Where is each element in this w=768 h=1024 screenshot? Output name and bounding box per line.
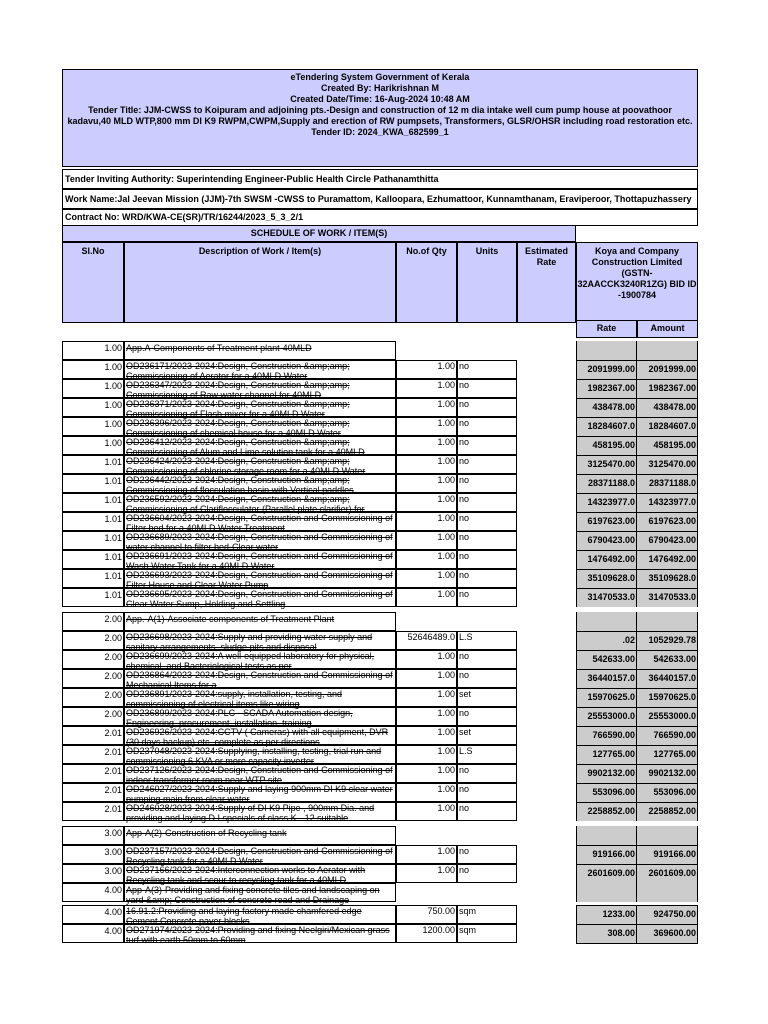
row-description: OD236371/2023-2024:Design, Construction &amp;amp; Commissioning of Flash mixer for a 40MLD Water — [124, 398, 396, 417]
row-description: OD237157/2023-2024:Design, Construction and Commissioning of Recycling tank for a 40MLD Water — [124, 845, 396, 864]
row-amount — [637, 341, 698, 360]
row-slno: 2.01 — [62, 745, 124, 764]
row-description: OD236424/2023-2024:Design, Construction &amp;amp; Commissioning of chlorine storage room for a 40MLD Water — [124, 455, 396, 474]
row-slno: 4.00 — [62, 905, 124, 924]
row-qty: 1.00 — [396, 550, 457, 569]
row-description: OD237126/2023-2024:Design, Construction and Commissioning of indoor transformer room near WTP site — [124, 764, 396, 783]
row-unit: no — [457, 764, 517, 783]
row-amount: 3125470.00 — [637, 455, 698, 474]
row-description: OD236691/2023-2024:Design, Construction and Commissioning of Wash Water Tank for a 40MLD Water — [124, 550, 396, 569]
row-description: OD236442/2023-2024:Design, Construction &amp;amp; Commissioning of flocculation basin with Vertical paddles — [124, 474, 396, 493]
tender-authority: Tender Inviting Authority: Superintending Engineer-Public Health Circle Pathanamthitta — [62, 169, 698, 189]
row-slno: 2.01 — [62, 726, 124, 745]
row-qty: 1.00 — [396, 436, 457, 455]
row-amount: 924750.00 — [637, 905, 698, 924]
row-unit: no — [457, 588, 517, 607]
row-rate — [576, 612, 637, 631]
row-unit: no — [457, 417, 517, 436]
row-unit: no — [457, 669, 517, 688]
row-amount: 2601609.00 — [637, 864, 698, 883]
row-description: OD246028/2023-2024:Supply of DI K9 Pipe , 900mm Dia. and providing and laying D.I specials of class K - 12 suitable — [124, 802, 396, 821]
col-header-units: Units — [457, 242, 517, 323]
row-slno: 2.01 — [62, 802, 124, 821]
tender-header — [62, 69, 698, 167]
row-rate: 35109628.0 — [576, 569, 637, 588]
row-description: OD271974/2023-2024:Providing and fixing Neelgiri/Mexican grass turf with earth 50mm to 60mm — [124, 924, 396, 943]
row-qty: 1.00 — [396, 669, 457, 688]
row-unit: no — [457, 474, 517, 493]
row-amount: 14323977.0 — [637, 493, 698, 512]
col-header-qty: No.of Qty — [396, 242, 457, 323]
row-amount: 1052929.78 — [637, 631, 698, 650]
col-header-slno: Sl.No — [62, 242, 124, 323]
row-description: OD236698/2023-2024:Supply and providing water supply and sanitary arrangements, sludge pits and disposal — [124, 631, 396, 650]
contract-no: Contract No: WRD/KWA-CE(SR)/TR/16244/2023_5_3_2/1 — [62, 209, 698, 226]
row-rate: 127765.00 — [576, 745, 637, 764]
row-amount: 2258852.00 — [637, 802, 698, 821]
table-bottom-border — [576, 943, 698, 944]
row-slno: 2.00 — [62, 669, 124, 688]
row-slno: 1.00 — [62, 341, 124, 360]
row-description: OD246027/2023-2024:Supply and laying 900mm DI K9 clear water pumping main from clear water — [124, 783, 396, 802]
group-heading: App.-A(1)-Associate components of Treatment Plant — [124, 612, 396, 631]
row-slno: 4.00 — [62, 883, 124, 902]
row-qty: 1.00 — [396, 360, 457, 379]
row-qty: 1.00 — [396, 783, 457, 802]
row-unit: no — [457, 550, 517, 569]
row-rate — [576, 341, 637, 360]
row-description: OD236891/2023-2024:supply, installation, testing, and commissioning of electrical items like wiring — [124, 688, 396, 707]
row-unit: no — [457, 650, 517, 669]
row-amount: 9902132.00 — [637, 764, 698, 783]
row-description: OD236864/2023-2024:Design, Construction and Commissioning of Mechanical Items for a — [124, 669, 396, 688]
row-slno: 4.00 — [62, 924, 124, 943]
row-amount — [637, 883, 698, 902]
group-heading: App-A(3)-Providing and fixing concrete tiles and landscaping on yard &amp; Construction of concrete road and Drainage — [124, 883, 396, 902]
row-rate: 919166.00 — [576, 845, 637, 864]
row-description: OD236171/2023-2024:Design, Construction &amp;amp; Commissioning of Aerator for a 40MLD Water — [124, 360, 396, 379]
header-line-3: Created Date/Time: 16-Aug-2024 10:48 AM — [290, 94, 470, 104]
row-qty: 750.00 — [396, 905, 457, 924]
row-amount: 35109628.0 — [637, 569, 698, 588]
row-description: OD236396/2023-2024:Design, Construction &amp;amp; Commissioning of chemical house for a 40MLD Water — [124, 417, 396, 436]
row-rate: 25553000.0 — [576, 707, 637, 726]
row-slno: 1.01 — [62, 512, 124, 531]
row-slno: 2.00 — [62, 612, 124, 631]
row-rate: 2091999.00 — [576, 360, 637, 379]
row-amount: 28371188.0 — [637, 474, 698, 493]
row-unit: no — [457, 845, 517, 864]
row-unit: no — [457, 802, 517, 821]
row-slno: 1.01 — [62, 455, 124, 474]
row-description: OD236926/2023-2024:CCTV ( Cameras) with all equipment, DVR (30 days backup) etc. complete as per directions — [124, 726, 396, 745]
row-qty: 1.00 — [396, 764, 457, 783]
row-description: OD236689/2023-2024:Design, Construction and Commissioning of water channel to filter bed-Clear water — [124, 531, 396, 550]
col-header-bidder: Koya and Company Construction Limited (GSTN-32AACCK3240R1ZG) BID ID -1900784 — [576, 242, 698, 323]
row-slno: 1.01 — [62, 493, 124, 512]
row-amount: 369600.00 — [637, 924, 698, 943]
row-qty: 1.00 — [396, 802, 457, 821]
row-slno: 1.00 — [62, 398, 124, 417]
row-qty: 1.00 — [396, 650, 457, 669]
header-line-1: eTendering System Government of Kerala — [290, 72, 470, 82]
row-rate: 553096.00 — [576, 783, 637, 802]
row-amount: 1982367.00 — [637, 379, 698, 398]
group-heading: App.A-Components of Treatment plant-40MLD — [124, 341, 396, 360]
header-line-2: Created By: Harikrishnan M — [320, 83, 440, 93]
row-rate: 14323977.0 — [576, 493, 637, 512]
row-qty: 1.00 — [396, 493, 457, 512]
row-unit: set — [457, 688, 517, 707]
row-slno: 1.01 — [62, 550, 124, 569]
row-amount: 6790423.00 — [637, 531, 698, 550]
row-description: OD236693/2023-2024:Design, Construction and Commissioning of Filter House and Clear Water Pump — [124, 569, 396, 588]
row-rate: 458195.00 — [576, 436, 637, 455]
row-qty: 1.00 — [396, 707, 457, 726]
row-description: OD236347/2023-2024:Design, Construction &amp;amp; Commissioning of Raw water channel for 40MLD — [124, 379, 396, 398]
row-amount: 458195.00 — [637, 436, 698, 455]
row-slno: 1.01 — [62, 588, 124, 607]
row-amount: 15970625.0 — [637, 688, 698, 707]
row-rate: 1233.00 — [576, 905, 637, 924]
row-amount: 553096.00 — [637, 783, 698, 802]
row-slno: 3.00 — [62, 845, 124, 864]
row-rate: 1476492.00 — [576, 550, 637, 569]
row-amount: 31470533.0 — [637, 588, 698, 607]
row-unit: sqm — [457, 905, 517, 924]
row-qty: 1.00 — [396, 455, 457, 474]
row-unit: no — [457, 398, 517, 417]
row-slno: 1.01 — [62, 474, 124, 493]
row-slno: 3.00 — [62, 864, 124, 883]
row-rate: 36440157.0 — [576, 669, 637, 688]
row-unit: no — [457, 707, 517, 726]
row-rate: 31470533.0 — [576, 588, 637, 607]
row-rate — [576, 826, 637, 845]
row-qty: 1.00 — [396, 531, 457, 550]
row-unit: no — [457, 783, 517, 802]
col-header-description: Description of Work / Item(s) — [124, 242, 396, 323]
row-rate: 1982367.00 — [576, 379, 637, 398]
row-qty: 1.00 — [396, 588, 457, 607]
row-amount — [637, 612, 698, 631]
work-name: Work Name:Jal Jeevan Mission (JJM)-7th SWSM -CWSS to Puramattom, Kalloopara, Ezhumattoor, Kunnamthanam, Eraviperoor, Thottapuzhassery — [62, 189, 698, 209]
row-amount: 6197623.00 — [637, 512, 698, 531]
row-rate: 28371188.0 — [576, 474, 637, 493]
row-rate: 3125470.00 — [576, 455, 637, 474]
row-rate: 438478.00 — [576, 398, 637, 417]
row-description: OD236592/2023-2024:Design, Construction &amp;amp; Commissioning of Clariflocculator (Parallel plate clarifier) for — [124, 493, 396, 512]
row-amount: 25553000.0 — [637, 707, 698, 726]
row-qty: 1.00 — [396, 417, 457, 436]
row-qty: 1200.00 — [396, 924, 457, 943]
row-qty: 1.00 — [396, 398, 457, 417]
tender-title: Tender Title: JJM-CWSS to Koipuram and adjoining pts.-Design and construction of 12 m dia intake well cum pump house at poovathoor kadavu,40 MLD WTP,800 mm DI K9 RWPM,CWPM,Supply and erection of RW pumpsets, Transformers, GLSR/OHSR including road restoration etc. — [67, 105, 693, 126]
row-description: OD237166/2023-2024:Interconnection works to Aerator with Recycling tank and scour to recycling tank for a 40MLD — [124, 864, 396, 883]
row-slno: 1.00 — [62, 360, 124, 379]
row-amount — [637, 826, 698, 845]
group-heading: App-A(2)-Construction of Recycling tank — [124, 826, 396, 845]
row-slno: 1.01 — [62, 531, 124, 550]
row-qty: 1.00 — [396, 569, 457, 588]
row-rate: .02 — [576, 631, 637, 650]
row-amount: 1476492.00 — [637, 550, 698, 569]
row-amount: 18284607.0 — [637, 417, 698, 436]
row-rate: 6790423.00 — [576, 531, 637, 550]
row-unit: no — [457, 569, 517, 588]
row-rate — [576, 883, 637, 902]
row-amount: 36440157.0 — [637, 669, 698, 688]
row-unit: L.S — [457, 745, 517, 764]
row-slno: 1.01 — [62, 569, 124, 588]
row-amount: 766590.00 — [637, 726, 698, 745]
row-slno: 2.00 — [62, 688, 124, 707]
col-header-rate: Rate — [576, 320, 637, 338]
row-rate: 18284607.0 — [576, 417, 637, 436]
row-qty: 1.00 — [396, 864, 457, 883]
row-description: OD236899/2023-2024:PLC - SCADA Automation design, Engineering, procurement, installation, training — [124, 707, 396, 726]
row-slno: 2.00 — [62, 707, 124, 726]
row-unit: sqm — [457, 924, 517, 943]
row-qty: 1.00 — [396, 726, 457, 745]
row-rate: 2258852.00 — [576, 802, 637, 821]
row-description: 16.91.2:Providing and laying factory made chamfered edge Cement Concrete paver blocks — [124, 905, 396, 924]
row-unit: L.S — [457, 631, 517, 650]
row-description: OD236699/2023-2024:A well-equipped laboratory for physical, chemical, and Bacteriological tests as per — [124, 650, 396, 669]
row-rate: 9902132.00 — [576, 764, 637, 783]
row-unit: no — [457, 512, 517, 531]
row-unit: no — [457, 864, 517, 883]
row-unit: no — [457, 531, 517, 550]
row-slno: 2.00 — [62, 650, 124, 669]
row-amount: 127765.00 — [637, 745, 698, 764]
row-rate: 308.00 — [576, 924, 637, 943]
row-slno: 3.00 — [62, 826, 124, 845]
row-unit: no — [457, 379, 517, 398]
row-amount: 438478.00 — [637, 398, 698, 417]
row-slno: 1.00 — [62, 436, 124, 455]
row-slno: 2.01 — [62, 764, 124, 783]
col-header-estimated-rate: Estimated Rate — [517, 242, 576, 323]
row-qty: 1.00 — [396, 474, 457, 493]
row-description: OD237048/2023-2024:Supplying, installing, testing, trial run and commissioning 6 KVA or more capacity inverter — [124, 745, 396, 764]
row-unit: no — [457, 436, 517, 455]
row-rate: 542633.00 — [576, 650, 637, 669]
row-qty: 52646489.0 — [396, 631, 457, 650]
col-header-amount: Amount — [637, 320, 698, 338]
row-amount: 542633.00 — [637, 650, 698, 669]
row-qty: 1.00 — [396, 379, 457, 398]
row-unit: no — [457, 455, 517, 474]
row-rate: 15970625.0 — [576, 688, 637, 707]
tender-id: Tender ID: 2024_KWA_682599_1 — [311, 127, 449, 137]
row-slno: 2.01 — [62, 783, 124, 802]
row-slno: 1.00 — [62, 417, 124, 436]
row-unit: no — [457, 360, 517, 379]
row-qty: 1.00 — [396, 512, 457, 531]
row-description: OD236604/2023-2024:Design, Construction and Commissioning of Filter bed for a 40MLD Water Treatment — [124, 512, 396, 531]
row-rate: 6197623.00 — [576, 512, 637, 531]
row-amount: 2091999.00 — [637, 360, 698, 379]
row-qty: 1.00 — [396, 845, 457, 864]
row-unit: set — [457, 726, 517, 745]
row-description: OD236695/2023-2024:Design, Construction and Commissioning of Clear Water Sump, Holding and Settling — [124, 588, 396, 607]
row-qty: 1.00 — [396, 745, 457, 764]
row-amount: 919166.00 — [637, 845, 698, 864]
row-rate: 766590.00 — [576, 726, 637, 745]
schedule-title: SCHEDULE OF WORK / ITEM(S) — [62, 225, 576, 242]
row-description: OD236412/2023-2024:Design, Construction &amp;amp; Commissioning of Alum and Lime solution tank for a 40MLD — [124, 436, 396, 455]
row-rate: 2601609.00 — [576, 864, 637, 883]
row-slno: 2.00 — [62, 631, 124, 650]
row-qty: 1.00 — [396, 688, 457, 707]
row-unit: no — [457, 493, 517, 512]
row-slno: 1.00 — [62, 379, 124, 398]
